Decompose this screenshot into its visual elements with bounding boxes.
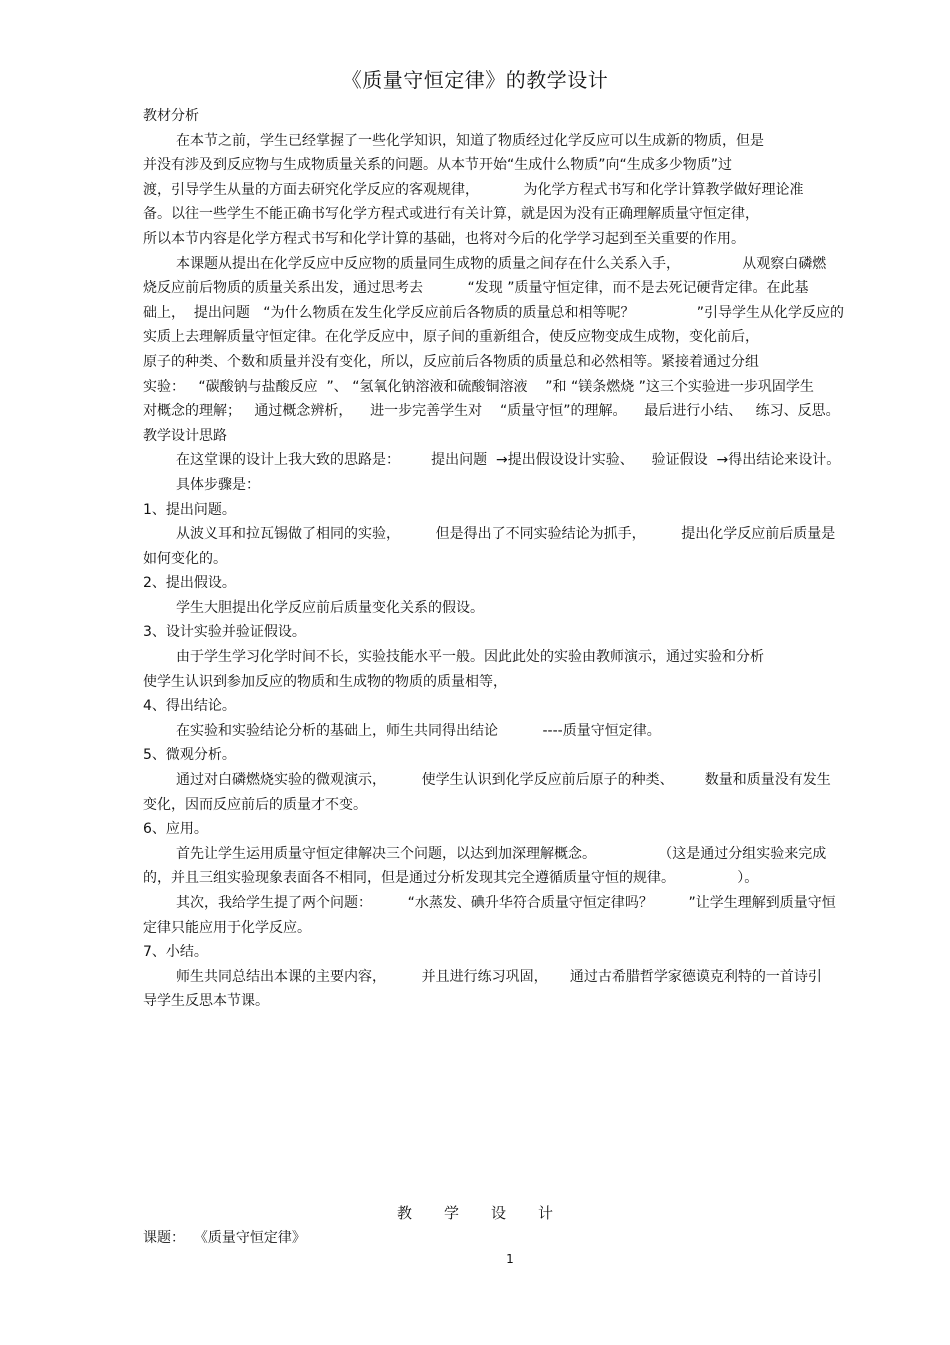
paragraph-line: 实验： “碳酸钠与盐酸反应 ”、 “氢氧化钠溶液和硫酸铜溶液 ”和 “镁条燃烧 ”这三个实验进一步巩固学生 [143, 378, 814, 395]
step-heading: 3、设计实验并验证假设。 [143, 624, 306, 641]
document-title: 《质量守恒定律》的教学设计 [341, 68, 609, 92]
page-number: 1 [506, 1252, 514, 1266]
section-heading-teaching-design [0, 1202, 950, 1223]
step-line: 师生共同总结出本课的主要内容， 并且进行练习巩固， 通过古希腊哲学家德谟克利特的一首诗引 [176, 968, 822, 985]
step-heading: 1、提出问题。 [143, 501, 236, 518]
paragraph-line: 所以本节内容是化学方程式书写和化学计算的基础，也将对今后的化学学习起到至关重要的作用。 [143, 230, 745, 247]
section-heading-analysis: 教材分析 [143, 108, 199, 124]
step-heading: 7、小结。 [143, 944, 208, 961]
step-heading: 2、提出假设。 [143, 575, 236, 592]
paragraph-line: 原子的种类、个数和质量并没有变化，所以，反应前后各物质的质量总和必然相等。紧接着通过分组 [143, 353, 759, 370]
paragraph-line: 对概念的理解； 通过概念辨析， 进一步完善学生对 “质量守恒”的理解。 最后进行小结、 练习、反思。 [143, 403, 840, 420]
document-body [143, 104, 868, 1014]
step-line: 在实验和实验结论分析的基础上，师生共同得出结论 ----质量守恒定律。 [176, 722, 661, 739]
step-line: 定律只能应用于化学反应。 [143, 919, 311, 936]
paragraph-line: 烧反应前后物质的质量关系出发，通过思考去 “发现 ”质量守恒定律，而不是去死记硬背定律。在此基 [143, 280, 809, 297]
paragraph-line: 渡，引导学生从量的方面去研究化学反应的客观规律， 为化学方程式书写和化学计算教学做好理论准 [143, 181, 804, 198]
course-title: 课题： 《质量守恒定律》 [143, 1230, 306, 1246]
heading-char: 设 [491, 1204, 507, 1222]
step-line: 其次，我给学生提了两个问题： “水蒸发、碘升华符合质量守恒定律吗？ ”让学生理解到质量守恒 [176, 895, 836, 911]
paragraph-line: 础上， 提出问题 “为什么物质在发生化学反应前后各物质的质量总和相等呢？ ”引导学生从化学反应的 [143, 304, 845, 321]
step-line: 如何变化的。 [143, 550, 227, 567]
paragraph-line: 在本节之前，学生已经掌握了一些化学知识，知道了物质经过化学反应可以生成新的物质，但是 [176, 132, 764, 149]
paragraph-line: 实质上去理解质量守恒定律。在化学反应中，原子间的重新组合，使反应物变成生成物，变化前后， [143, 329, 759, 346]
step-line: 导学生反思本节课。 [143, 993, 269, 1010]
step-line: 使学生认识到参加反应的物质和生成物的物质的质量相等， [143, 673, 507, 690]
step-heading: 6、应用。 [143, 821, 208, 838]
step-heading: 4、得出结论。 [143, 698, 236, 715]
step-line: 由于学生学习化学时间不长，实验技能水平一般。因此此处的实验由教师演示，通过实验和分析 [176, 649, 764, 666]
step-line: 学生大胆提出化学反应前后质量变化关系的假设。 [176, 599, 484, 616]
paragraph-line: 具体步骤是： [176, 476, 260, 493]
step-heading: 5、微观分析。 [143, 747, 236, 764]
step-line: 从波义耳和拉瓦锡做了相同的实验， 但是得出了不同实验结论为抓手， 提出化学反应前后质量是 [176, 526, 836, 543]
step-line: 的，并且三组实验现象表面各不相同，但是通过分析发现其完全遵循质量守恒的规律。 ）。 [143, 870, 759, 887]
paragraph-line: 并没有涉及到反应物与生成物质量关系的问题。从本节开始“生成什么物质”向“生成多少物质”过 [143, 157, 733, 174]
paragraph-line: 备。以往一些学生不能正确书写化学方程式或进行有关计算，就是因为没有正确理解质量守恒定律， [143, 206, 759, 223]
step-line: 变化，因而反应前后的质量才不变。 [143, 796, 367, 813]
section-heading-design: 教学设计思路 [143, 427, 227, 444]
paragraph-line: 本课题从提出在化学反应中反应物的质量同生成物的质量之间存在什么关系入手， 从观察白磷燃 [176, 255, 827, 272]
heading-char: 计 [538, 1204, 554, 1222]
heading-char: 学 [443, 1204, 459, 1222]
paragraph-line: 在这堂课的设计上我大致的思路是： 提出问题 →提出假设设计实验、 验证假设 →得出结论来设计。 [176, 452, 841, 469]
step-line: 首先让学生运用质量守恒定律解决三个问题，以达到加深理解概念。 （这是通过分组实验来完成 [176, 845, 827, 862]
step-line: 通过对白磷燃烧实验的微观演示， 使学生认识到化学反应前后原子的种类、 数量和质量没有发生 [176, 772, 831, 789]
heading-char: 教 [396, 1204, 412, 1222]
